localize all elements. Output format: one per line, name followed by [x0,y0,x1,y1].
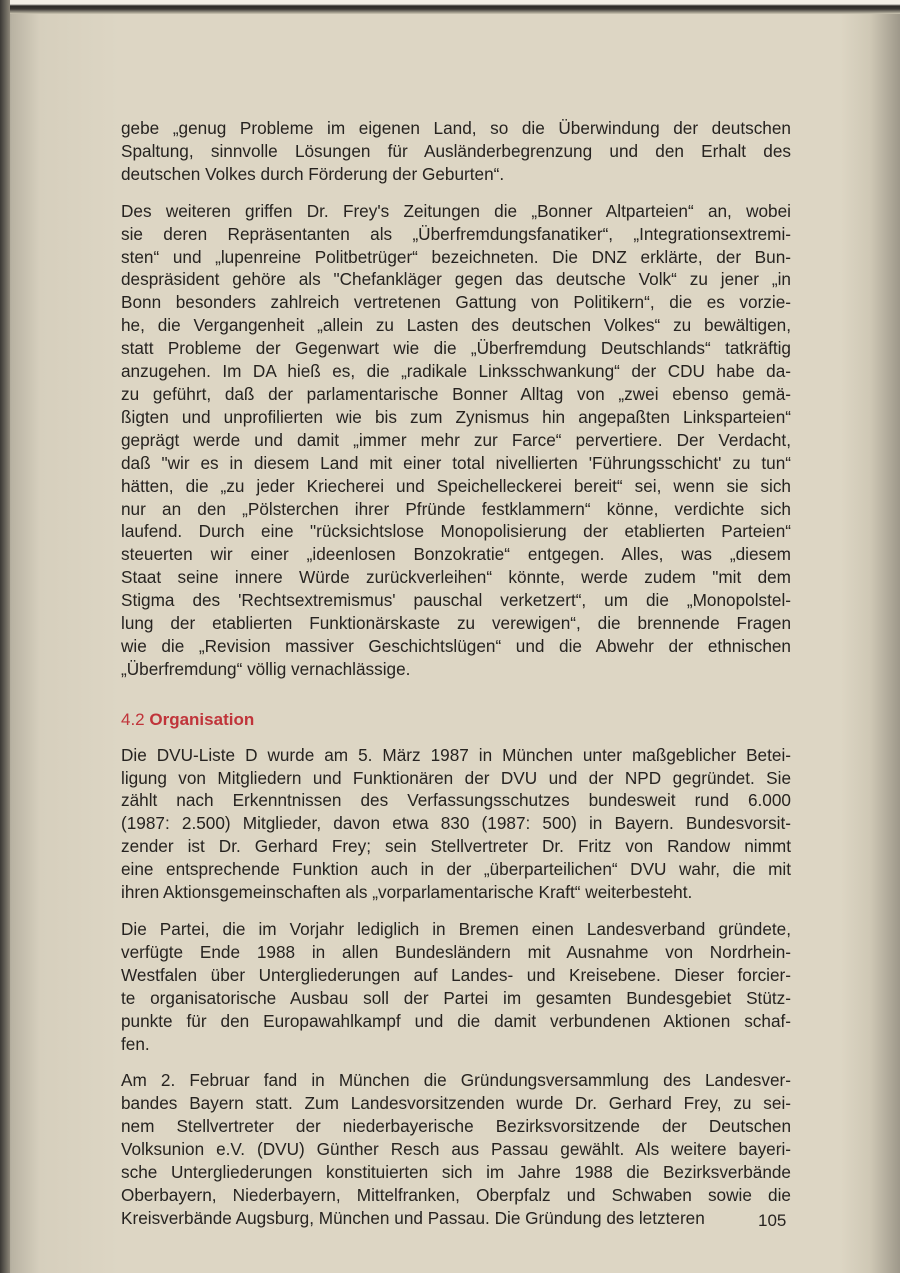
section-top-text [121,117,791,681]
text-line: zender ist Dr. Gerhard Frey; sein Stellvertreter Dr. Fritz von Randow nimmt [121,836,791,857]
text-line: Kreisverbände Augsburg, München und Passau. Die Gründung des letzteren [121,1207,705,1228]
text-line: sche Untergliederungen konstituierten sich im Jahre 1988 die Bezirksverbände [121,1162,791,1183]
text-line: nem Stellvertreter der niederbayerische Bezirksvorsitzende der Deutschen [121,1116,791,1137]
text-line: „Überfremdung“ völlig vernachlässige. [121,658,411,679]
text-line: Bonn besonders zahlreich vertretenen Gattung von Politikern“, die es vorzie- [121,292,791,313]
text-line: Des weiteren griffen Dr. Frey's Zeitungen die „Bonner Altparteien“ an, wobei [121,200,791,221]
paragraph [121,744,791,904]
page-number: 105 [758,1211,787,1230]
text-line: Spaltung, sinnvolle Lösungen für Ausländerbegrenzung und den Erhalt des [121,140,791,161]
text-line: gebe „genug Probleme im eigenen Land, so die Überwindung der deutschen [121,118,791,138]
text-line: wie die „Revision massiver Geschichtslügen“ und die Abwehr der ethnischen [121,635,791,656]
text-line: Staat seine innere Würde zurückverleihen“ könnte, werde zudem "mit dem [121,567,791,588]
scan-top-edge [0,0,900,14]
text-line: bandes Bayern statt. Zum Landesvorsitzenden wurde Dr. Gerhard Frey, zu sei- [121,1093,791,1114]
text-line: Westfalen über Untergliederungen auf Landes- und Kreisebene. Dieser forcier- [121,964,791,985]
text-line: te organisatorische Ausbau soll der Partei im gesamten Bundesgebiet Stütz- [121,987,791,1008]
text-line: punkte für den Europawahlkampf und die damit verbundenen Aktionen schaf- [121,1010,791,1031]
section-organisation-text [121,744,791,1230]
text-line: laufend. Durch eine "rücksichtslose Monopolisierung der etablierten Parteien“ [121,521,791,542]
text-line: eine entsprechende Funktion auch in der „überparteilichen“ DVU wahr, die mit [121,859,791,880]
text-line: (1987: 2.500) Mitglieder, davon etwa 830 (1987: 500) in Bayern. Bundesvorsit- [121,813,791,834]
text-line: Volksunion e.V. (DVU) Günther Resch aus Passau gewählt. Als weitere bayeri- [121,1139,791,1160]
text-line: verfügte Ende 1988 in allen Bundesländern mit Ausnahme von Nordrhein- [121,941,791,962]
section-heading [121,709,791,732]
section-number: 4.2 [121,709,145,729]
section-title: Organisation [149,709,255,729]
text-line: hätten, die „zu jeder Kriecherei und Speichelleckerei bereit“ sei, wenn sie sich [121,475,791,496]
text-line: daß "wir es in diesem Land mit einer total nivellierten 'Führungsschicht' zu tun“ [121,452,791,473]
text-line: Oberbayern, Niederbayern, Mittelfranken, Oberpfalz und Schwaben sowie die [121,1184,791,1205]
text-line: sten“ und „lupenreine Politbetrüger“ bezeichneten. Die DNZ erklärte, der Bun- [121,246,791,267]
text-line: steuerten wir einer „ideenlosen Bonzokratie“ entgegen. Alles, was „diesem [121,544,791,565]
text-line: Die DVU-Liste D wurde am 5. März 1987 in München unter maßgeblicher Betei- [121,744,791,765]
text-line: nur an den „Pölsterchen ihrer Pfründe festklammern“ könne, verdichte sich [121,498,791,519]
text-line: ligung von Mitgliedern und Funktionären der DVU und der NPD gegründet. Sie [121,767,791,788]
text-line: ihren Aktionsgemeinschaften als „vorparlamentarische Kraft“ weiterbesteht. [121,882,693,903]
text-line: deutschen Volkes durch Förderung der Geburten“. [121,163,505,184]
text-line: geprägt werde und damit „immer mehr zur Farce“ pervertiere. Der Verdacht, [121,429,791,450]
text-line: despräsident gehöre als "Chefankläger gegen das deutsche Volk“ zu jener „in [121,269,791,290]
paragraph [121,200,791,681]
text-line: Am 2. Februar fand in München die Gründungsversammlung des Landesver- [121,1070,791,1091]
text-line: Die Partei, die im Vorjahr lediglich in Bremen einen Landesverband gründete, [121,919,791,939]
text-line: Stigma des 'Rechtsextremismus' pauschal verketzert“, um die „Monopolstel- [121,590,791,611]
text-line: ßigten und unprofilierten wie bis zum Zynismus hin angepaßten Linksparteien“ [121,406,791,427]
paragraph [121,918,791,1055]
text-line: lung der etablierten Funktionärskaste zu verewigen“, die brennende Fragen [121,613,791,634]
page-body [121,117,791,1244]
text-line: zählt nach Erkenntnissen des Verfassungsschutzes bundesweit rund 6.000 [121,790,791,811]
paragraph [121,117,791,186]
text-line: statt Probleme der Gegenwart wie die „Überfremdung Deutschlands“ tatkräftig [121,338,791,359]
text-line: anzugehen. Im DA hieß es, die „radikale Linksschwankung“ der CDU habe da- [121,361,791,382]
scan-left-edge [0,0,10,1273]
text-line: sie deren Repräsentanten als „Überfremdungsfanatiker“, „Integrationsextremi- [121,223,791,244]
paragraph [121,1069,791,1229]
text-line: he, die Vergangenheit „allein zu Lasten des deutschen Volkes“ zu bewältigen, [121,315,791,336]
text-line: zu geführt, daß der parlamentarische Bonner Alltag von „zwei ebenso gemä- [121,383,791,404]
text-line: fen. [121,1033,150,1054]
